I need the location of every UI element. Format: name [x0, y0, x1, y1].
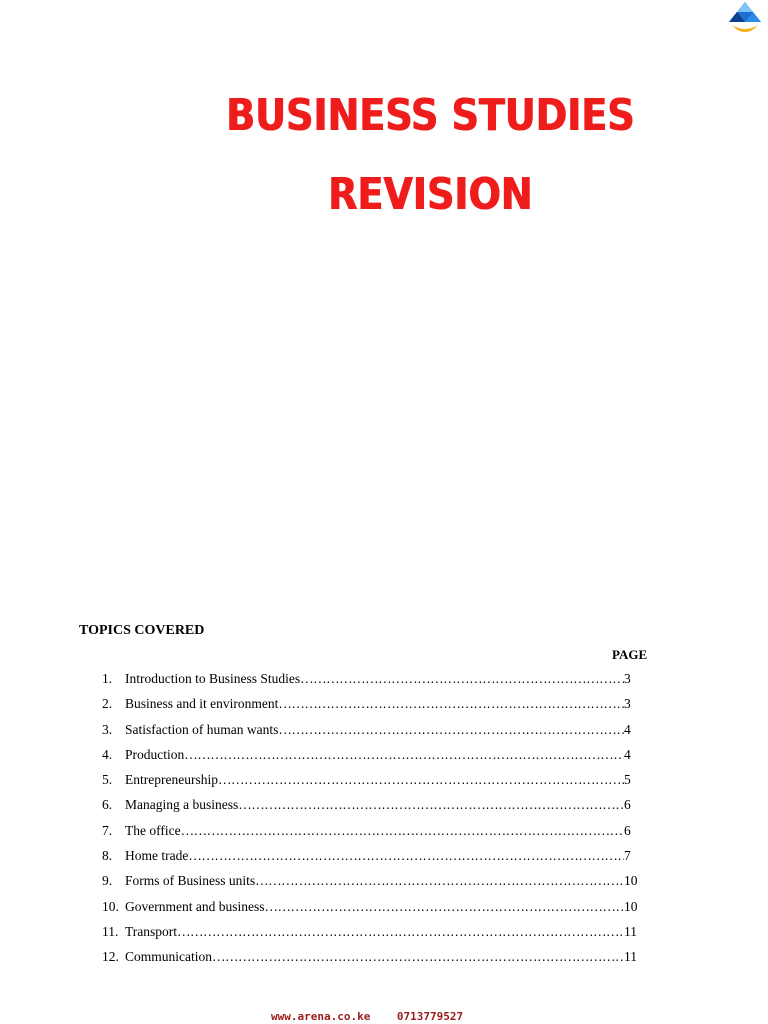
toc-item-number: 8. — [102, 848, 113, 864]
toc-item-label: Managing a business — [125, 797, 239, 813]
toc-item-label: The office — [125, 822, 181, 838]
toc-item-page: 10 — [624, 873, 638, 889]
toc-item-page: 3 — [624, 696, 631, 712]
toc-item — [102, 948, 642, 973]
toc-item-number: 10. — [102, 898, 119, 914]
dot-leader — [177, 923, 624, 941]
toc-item-number: 7. — [102, 822, 113, 838]
dot-leader — [184, 746, 624, 764]
footer-phone: 0713779527 — [396, 1010, 464, 1023]
toc-item-number: 3. — [102, 721, 113, 737]
toc-item-page: 6 — [624, 822, 631, 838]
toc-item-label: Production — [125, 746, 185, 762]
dot-leader — [264, 898, 624, 916]
page-footer — [271, 1010, 463, 1023]
toc-item-number: 6. — [102, 797, 113, 813]
toc-item-page: 10 — [624, 898, 638, 914]
toc-item — [102, 771, 642, 796]
dot-leader — [188, 847, 624, 865]
toc-item-number: 4. — [102, 746, 113, 762]
dot-leader — [278, 695, 624, 713]
toc-item-page: 3 — [624, 671, 631, 686]
toc-item — [102, 847, 642, 872]
toc-item — [102, 695, 642, 720]
dot-leader — [218, 771, 624, 789]
dot-leader — [278, 721, 624, 739]
toc-item-label: Transport — [125, 923, 178, 939]
footer-website-link[interactable]: www.arena.co.ke — [271, 1010, 371, 1023]
document-title-line1: BUSINESS STUDIES — [225, 89, 635, 141]
toc-item — [102, 923, 642, 948]
toc-item-label: Satisfaction of human wants — [125, 721, 279, 737]
toc-item — [102, 746, 642, 771]
toc-item — [102, 796, 642, 821]
dot-leader — [300, 670, 624, 688]
dot-leader — [212, 948, 624, 966]
toc-item-label: Business and it environment — [125, 696, 279, 712]
toc-item-label: Forms of Business units — [125, 873, 256, 889]
dot-leader — [238, 796, 624, 814]
toc-item-page: 7 — [624, 848, 631, 864]
toc-item — [102, 670, 642, 695]
toc-item-number: 11. — [102, 923, 119, 939]
toc-item — [102, 822, 642, 847]
toc-item-page: 6 — [624, 797, 631, 813]
toc-item-page: 11 — [624, 923, 637, 939]
toc-item — [102, 721, 642, 746]
toc-item-page: 5 — [624, 772, 631, 788]
toc-item-number: 5. — [102, 772, 113, 788]
toc-item-label: Entrepreneurship — [125, 772, 218, 788]
topics-covered-heading: TOPICS COVERED — [79, 623, 205, 638]
dot-leader — [181, 822, 624, 840]
toc-item-page: 11 — [624, 949, 637, 965]
toc-item — [102, 872, 642, 897]
toc-item-label: Introduction to Business Studies — [125, 671, 301, 686]
toc-item-number: 9. — [102, 873, 113, 889]
toc-item-page: 4 — [624, 721, 631, 737]
toc-item-number: 2. — [102, 696, 113, 712]
toc-item-label: Communication — [125, 949, 212, 965]
toc-item-number: 12. — [102, 949, 119, 965]
dot-leader — [255, 872, 624, 890]
toc-item-label: Home trade — [125, 848, 189, 864]
document-title-line2: REVISION — [327, 168, 533, 220]
toc-item-page: 4 — [624, 746, 631, 762]
toc-item-number: 1. — [102, 671, 113, 686]
toc-item — [102, 898, 642, 923]
page-column-heading: PAGE — [612, 647, 648, 662]
table-of-contents — [102, 670, 642, 974]
toc-item-label: Government and business — [125, 898, 265, 914]
arena-logo-icon — [724, 0, 766, 36]
